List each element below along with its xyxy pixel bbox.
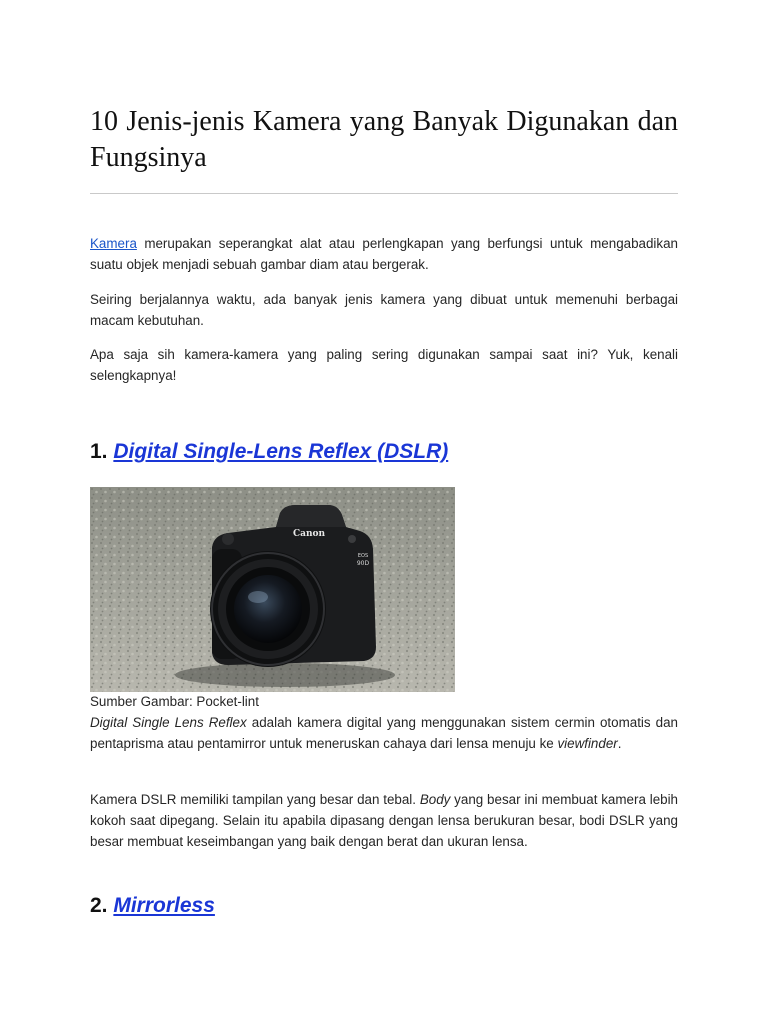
camera-lens — [210, 551, 326, 667]
section-heading-dslr — [90, 438, 448, 466]
dslr-heading-link[interactable]: Digital Single-Lens Reflex (DSLR) — [113, 440, 449, 463]
body-term: Body — [419, 792, 451, 807]
dslr-p1-text: adalah kamera digital yang menggunakan sistem cermin otomatis dan pentaprisma atau pentamirror untuk meneruskan cahaya dari lensa menuju ke — [90, 715, 679, 751]
section-number: 1. — [90, 440, 108, 463]
dslr-p1-end: . — [617, 736, 622, 751]
title-divider — [90, 193, 678, 194]
camera-model-number: 90D — [356, 560, 370, 567]
article-title: 10 Jenis-jenis Kamera yang Banyak Digunakan dan Fungsinya — [90, 106, 678, 173]
dslr-paragraph-1 — [90, 712, 678, 754]
camera-brand-label: Canon — [292, 529, 326, 539]
section-number: 2. — [90, 894, 108, 917]
dslr-p2-text: Kamera DSLR memiliki tampilan yang besar dan tebal. — [90, 792, 420, 807]
section-heading-mirrorless — [90, 892, 215, 920]
paragraph-3: Apa saja sih kamera-kamera yang paling sering digunakan sampai saat ini? Yuk, kenali selengkapnya! — [90, 347, 678, 383]
dslr-paragraph-2 — [90, 789, 678, 852]
intro-text: merupakan seperangkat alat atau perlengkapan yang berfungsi untuk mengabadikan suatu objek menjadi sebuah gambar diam atau bergerak. — [90, 236, 678, 272]
camera-model-eos: EOS — [357, 553, 369, 559]
kamera-link[interactable]: Kamera — [90, 236, 137, 251]
viewfinder-term: viewfinder — [557, 736, 618, 751]
image-caption: Sumber Gambar: Pocket-lint — [90, 694, 259, 709]
dslr-p2-rest: yang besar ini membuat kamera lebih kokoh saat dipegang. Selain itu apabila dipasang dengan lensa berukuran besar, bodi DSLR yang besar membuat keseimbangan yang baik dengan berat dan ukuran lensa. — [90, 792, 679, 849]
mirrorless-heading-link[interactable]: Mirrorless — [113, 894, 215, 917]
paragraph-2: Seiring berjalannya waktu, ada banyak jenis kamera yang dibuat untuk memenuhi berbagai macam kebutuhan. — [90, 292, 678, 328]
dslr-term: Digital Single Lens Reflex — [90, 715, 247, 730]
intro-paragraph — [90, 233, 678, 275]
dslr-camera-photo — [90, 487, 455, 692]
